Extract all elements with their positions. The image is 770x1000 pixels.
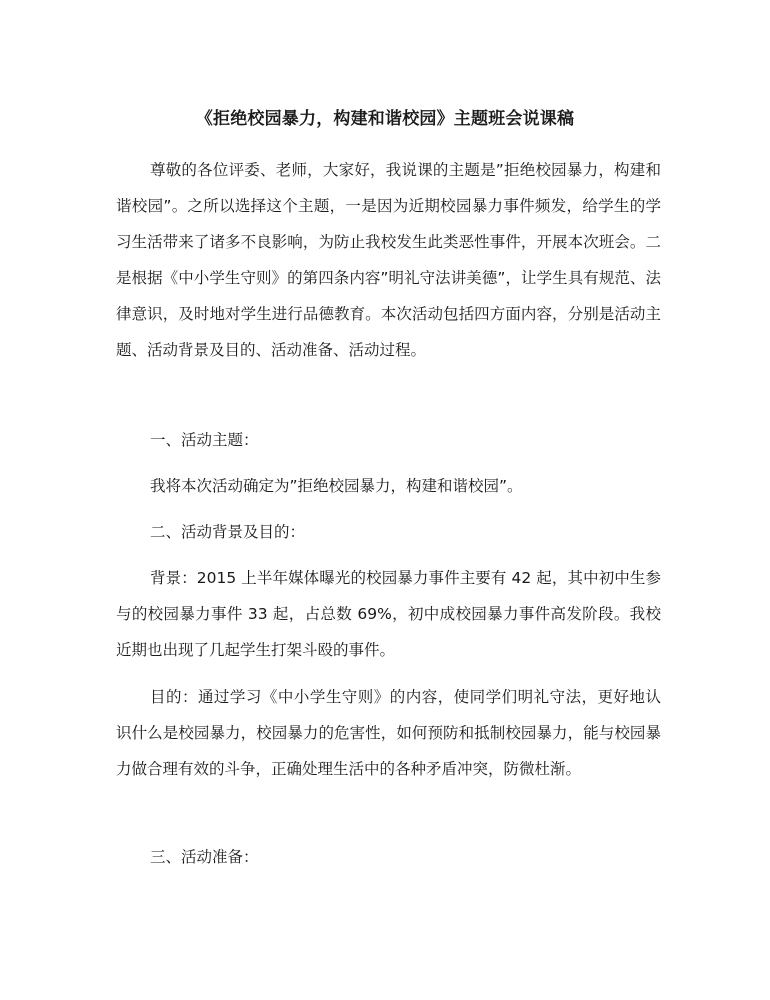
section-heading-preparation: 三、活动准备： xyxy=(150,848,259,866)
theme-paragraph: 我将本次活动确定为”拒绝校园暴力，构建和谐校园”。 xyxy=(150,477,523,495)
background-paragraph: 背景：2015 上半年媒体曝光的校园暴力事件主要有 42 起，其中初中生参与的校园暴力事件 33 起，占总数 69%，初中成校园暴力事件高发阶段。我校近期也出现了几起学生打架斗殴的事件。 xyxy=(116,569,661,659)
section-heading-background-purpose: 二、活动背景及目的： xyxy=(150,523,306,541)
document-title: 《拒绝校园暴力，构建和谐校园》主题班会说课稿 xyxy=(195,109,575,129)
intro-paragraph: 尊敬的各位评委、老师，大家好，我说课的主题是”拒绝校园暴力，构建和谐校园”。之所以选择这个主题，一是因为近期校园暴力事件频发，给学生的学习生活带来了诸多不良影响，为防止我校发生此类恶性事件，开展本次班会。二是根据《中小学生守则》的第四条内容”明礼守法讲美德”，让学生具有规范、法律意识，及时地对学生进行品德教育。本次活动包括四方面内容，分别是活动主题、活动背景及目的、活动准备、活动过程。 xyxy=(116,161,661,359)
section-heading-activity-theme: 一、活动主题： xyxy=(150,431,259,449)
purpose-paragraph: 目的：通过学习《中小学生守则》的内容，使同学们明礼守法，更好地认识什么是校园暴力，校园暴力的危害性，如何预防和抵制校园暴力，能与校园暴力做合理有效的斗争，正确处理生活中的各种矛盾冲突，防微杜渐。 xyxy=(116,688,661,778)
